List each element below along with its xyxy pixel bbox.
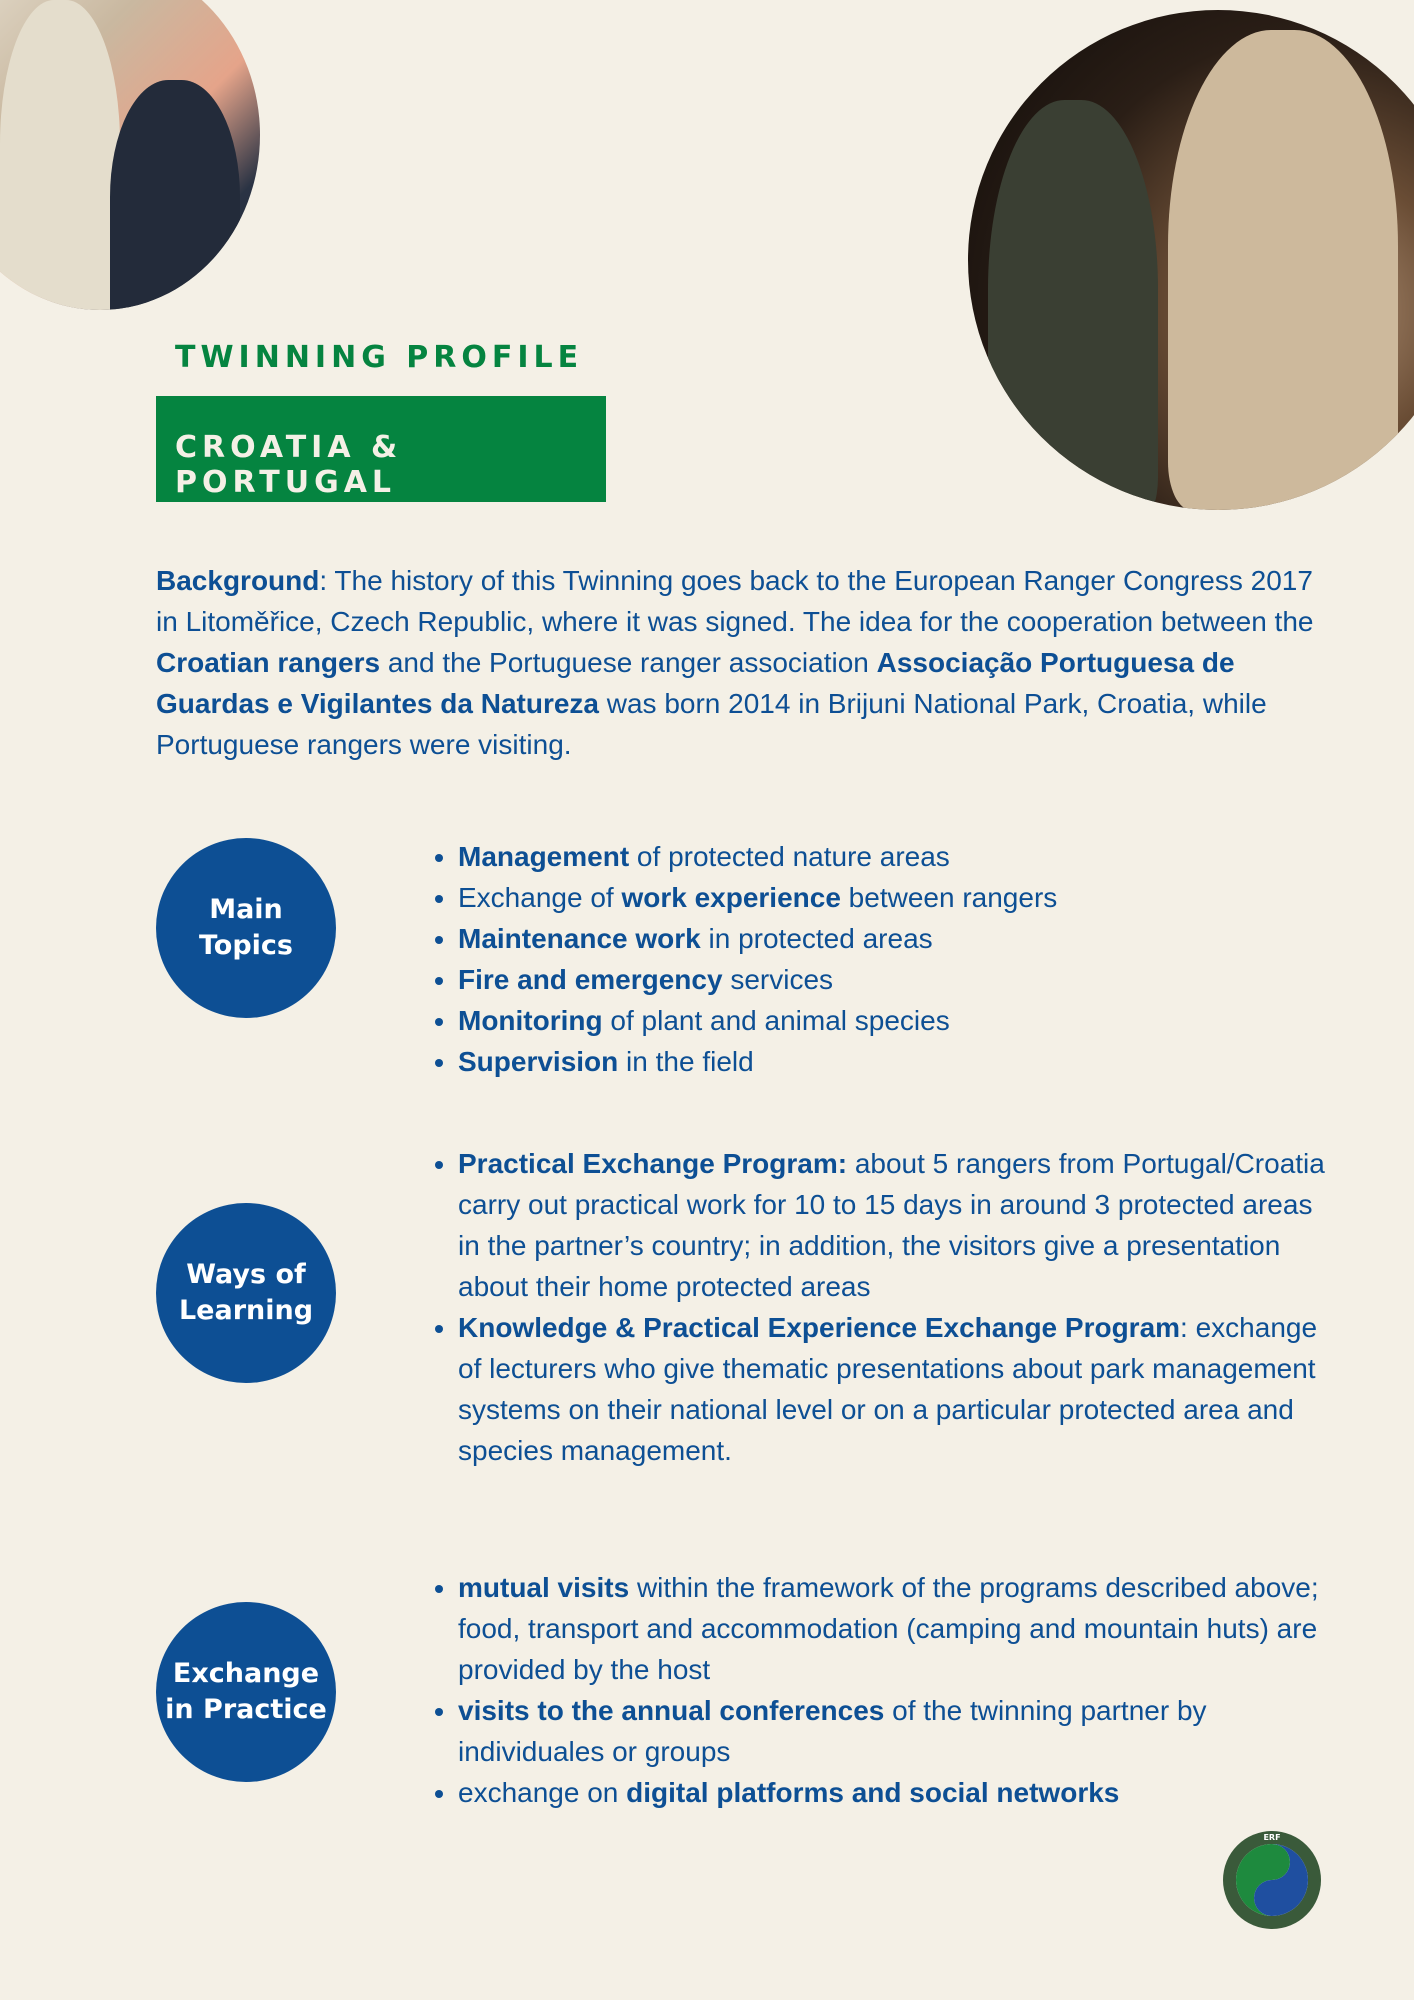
eyebrow-label: TWINNING PROFILE: [175, 340, 584, 375]
list-item: • Supervision in the field: [458, 1041, 1338, 1082]
list-item: • Exchange of work experience between rangers: [458, 877, 1338, 918]
list-item: • mutual visits within the framework of the programs described above; food, transport and accommodation (camping and mountain huts) are provided by the host: [458, 1567, 1338, 1690]
section-badge-ways-of-learning: Ways of Learning: [156, 1203, 336, 1383]
ways-of-learning-list: [420, 1143, 1338, 1471]
list-item: • exchange on digital platforms and social networks: [458, 1772, 1338, 1813]
exchange-in-practice-list: [420, 1567, 1338, 1813]
main-topics-list: [420, 836, 1338, 1082]
list-item: • visits to the annual conferences of the twinning partner by individuales or groups: [458, 1690, 1338, 1772]
list-item: • Management of protected nature areas: [458, 836, 1338, 877]
title-banner: [156, 396, 606, 502]
section-badge-main-topics: Main Topics: [156, 838, 336, 1018]
list-item: • Knowledge & Practical Experience Exchange Program: exchange of lecturers who give thematic presentations about park management systems on their national level or on a particular protected area and species management.: [458, 1307, 1338, 1471]
erf-logo: [1222, 1830, 1322, 1930]
rangers-photo-left: [0, 0, 260, 310]
background-paragraph: Background: The history of this Twinning goes back to the European Ranger Congress 2017 in Litoměřice, Czech Republic, where it was signed. The idea for the cooperation between the Croatian rangers and the Portuguese ranger association Associação Portuguesa de Guardas e Vigilantes da Natureza was born 2014 in Brijuni National Park, Croatia, while Portuguese rangers were visiting.: [156, 565, 1314, 760]
section-badge-exchange-in-practice: Exchange in Practice: [156, 1602, 336, 1782]
list-item: • Maintenance work in protected areas: [458, 918, 1338, 959]
list-item: • Practical Exchange Program: about 5 rangers from Portugal/Croatia carry out practical work for 10 to 15 days in around 3 protected areas in the partner’s country; in addition, the visitors give a presentation about their home protected areas: [458, 1143, 1338, 1307]
svg-text:ERF: ERF: [1263, 1833, 1281, 1842]
page-title: CROATIA & PORTUGAL: [175, 430, 403, 500]
list-item: • Fire and emergency services: [458, 959, 1338, 1000]
list-item: • Monitoring of plant and animal species: [458, 1000, 1338, 1041]
rangers-handshake-photo: [968, 10, 1414, 510]
